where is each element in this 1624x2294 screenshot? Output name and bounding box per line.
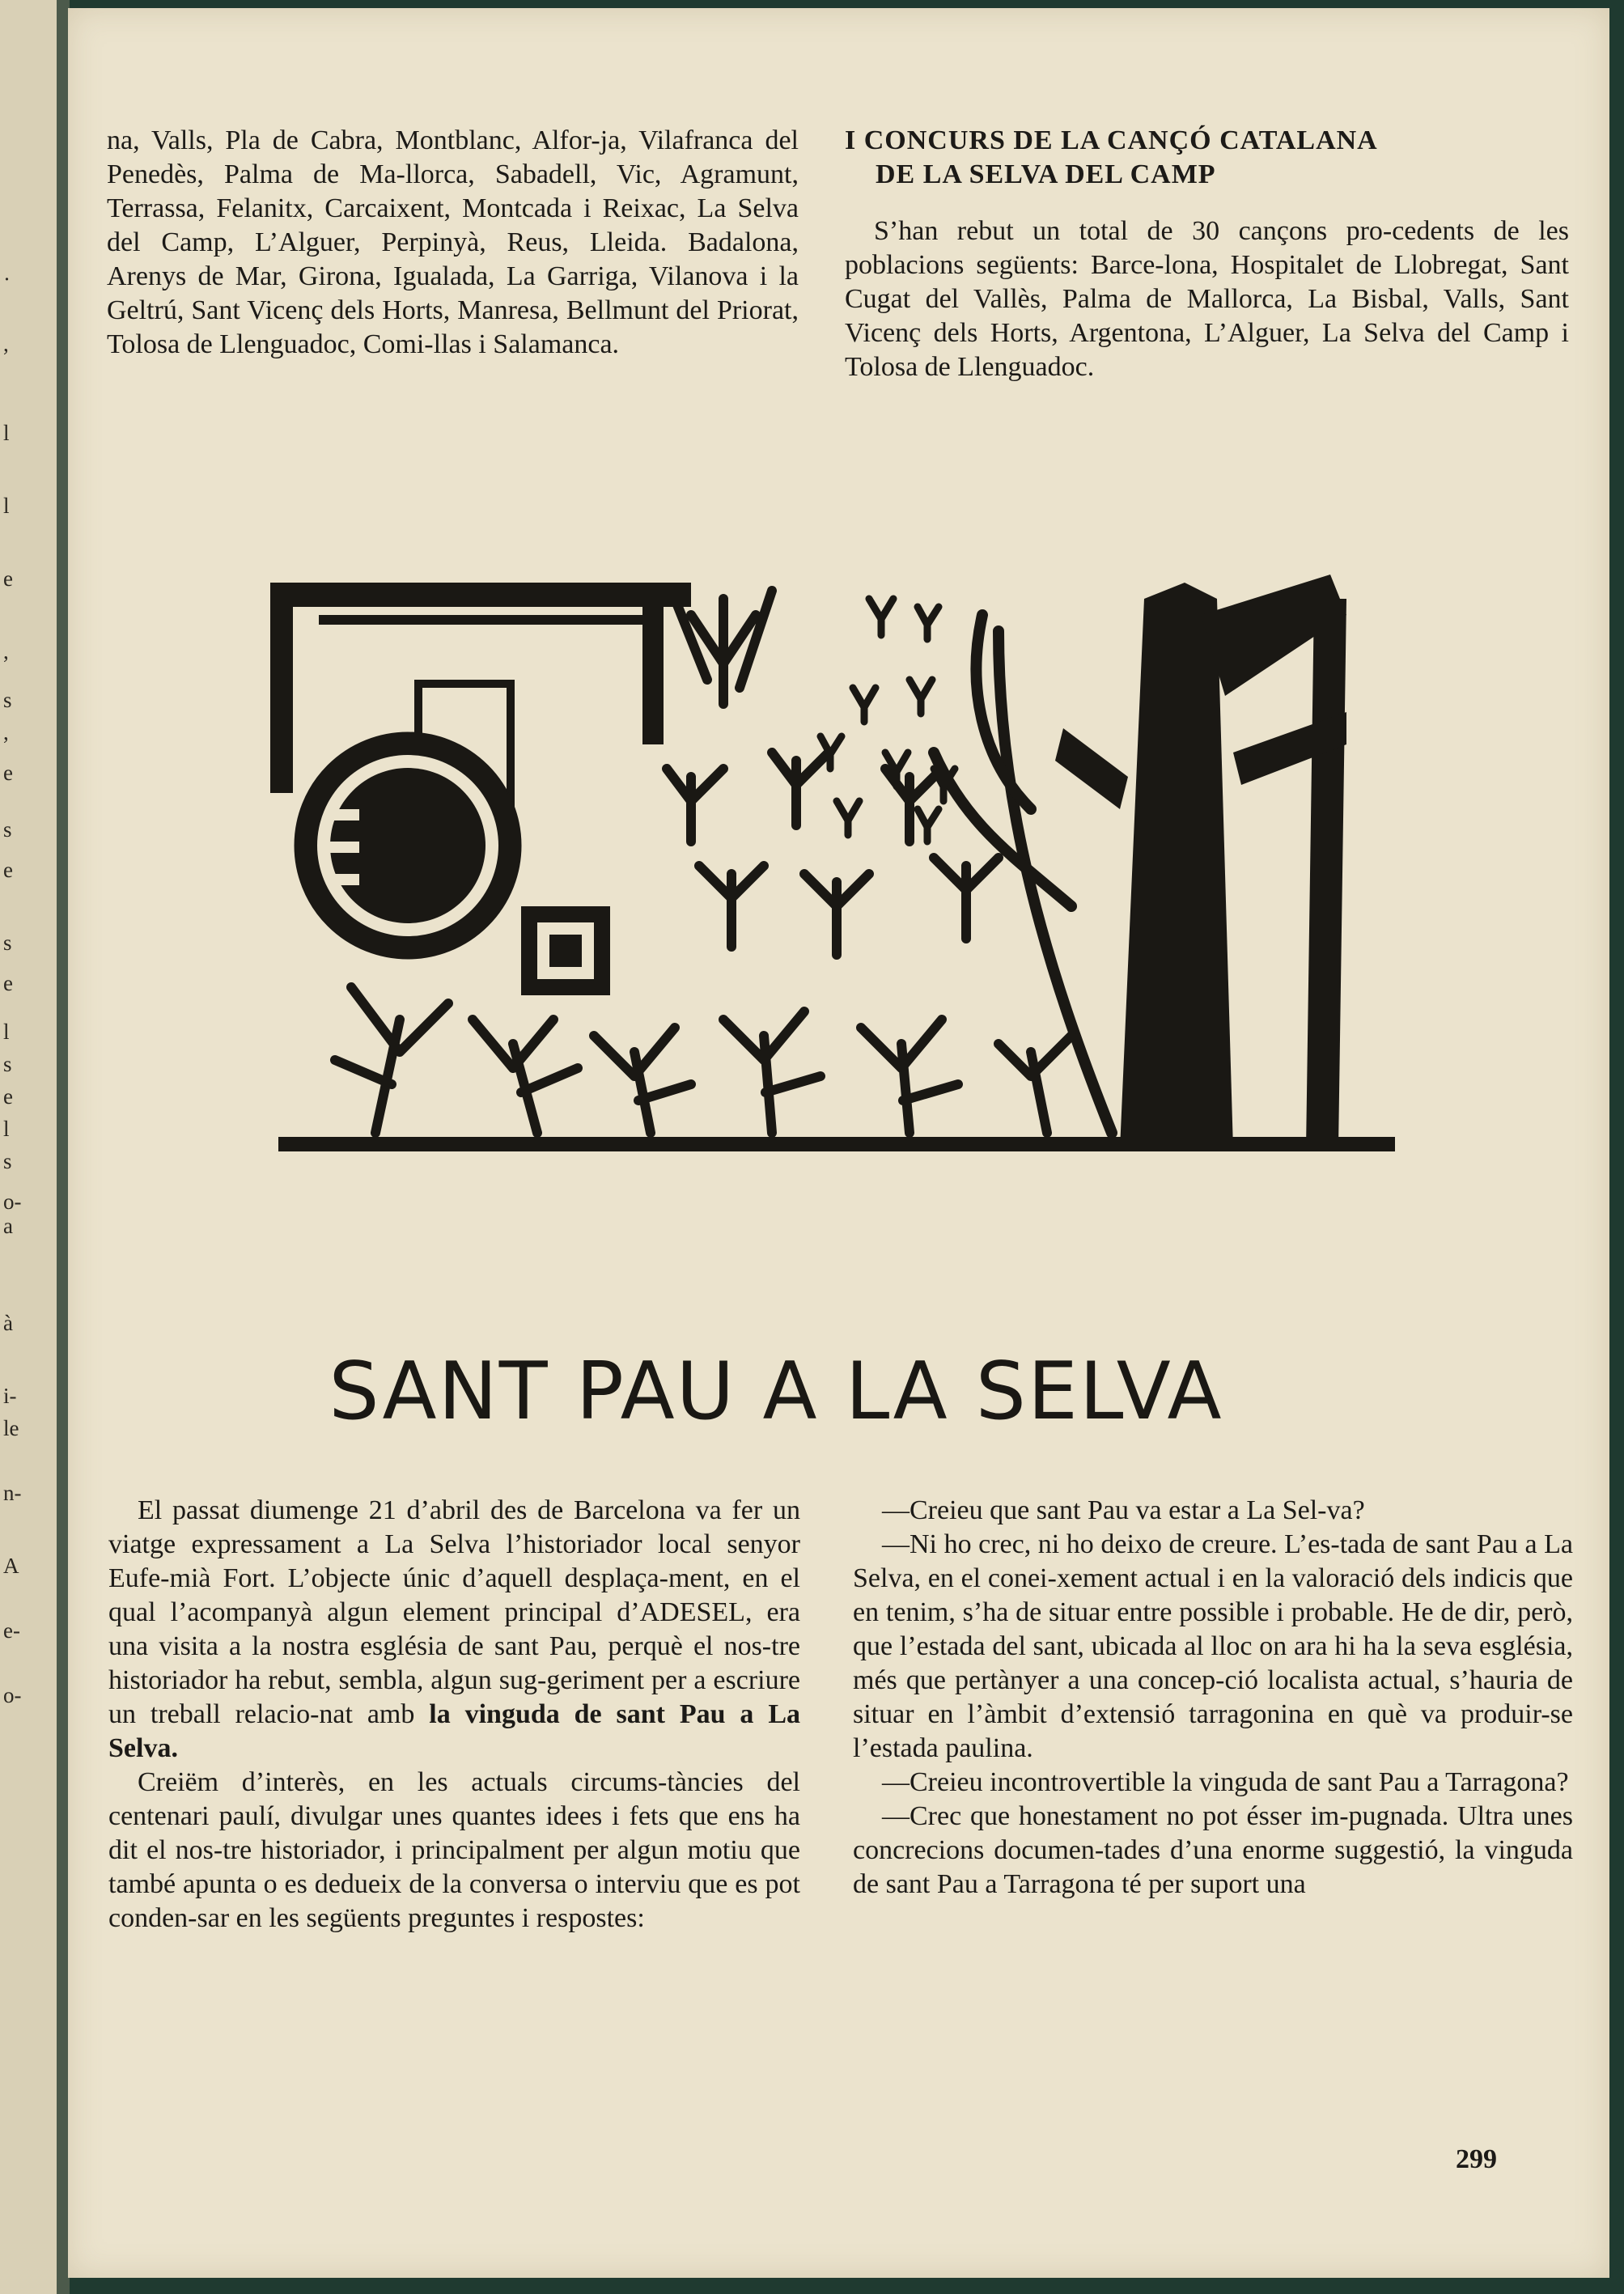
contest-body: S’han rebut un total de 30 cançons pro-cedents de les poblacions següents: Barce-lona, Hospitalet de Llobregat, Sant Cugat del Vallès, Palma de Mallorca, La Bisbal, Valls, Sant Vicenç dels Horts, Argentona, L’Alguer, La Selva del Camp i Tolosa de Llenguadoc. (845, 216, 1569, 382)
paragraph-1-bold: la vinguda de sant Pau a La Selva. (108, 1699, 800, 1763)
margin-fragment: , (3, 332, 9, 356)
margin-fragment: A (3, 1554, 19, 1578)
margin-fragment: s (3, 1052, 12, 1076)
margin-fragment: i- (3, 1384, 17, 1408)
margin-fragment: l (3, 1117, 10, 1141)
woodcut-illustration (270, 566, 1403, 1157)
interview-question-1: —Creieu que sant Pau va estar a La Sel-va? (882, 1495, 1365, 1525)
interview-answer-2: —Crec que honestament no pot ésser im-pugnada. Ultra unes concrecions documen-tades d’una enorme suggestió, la vinguda de sant Pau a Tarragona té per suport una (853, 1801, 1573, 1899)
page-number: 299 (1456, 2144, 1497, 2174)
article-left-column (108, 1494, 800, 1936)
margin-fragment: a (3, 1214, 13, 1238)
margin-fragment: à (3, 1311, 13, 1335)
margin-fragment: o- (3, 1683, 22, 1707)
top-left-column (107, 124, 799, 362)
margin-fragment: , (3, 639, 9, 664)
margin-fragment: s (3, 931, 12, 955)
town-list-text: na, Valls, Pla de Cabra, Montblanc, Alfor-ja, Vilafranca del Penedès, Palma de Ma-llorca, Sabadell, Vic, Agramunt, Terrassa, Felanitx, Carcaixent, Montcada i Reixac, La Selva del Camp, L’Alguer, Perpinyà, Reus, Lleida. Badalona, Arenys de Mar, Girona, Igualada, La Garriga, Vilanova i la Geltrú, Sant Vicenç dels Horts, Manresa, Bellmunt del Priorat, Tolosa de Llenguadoc, Comi-llas i Salamanca. (107, 125, 799, 359)
interview-answer-1: —Ni ho crec, ni ho deixo de creure. L’es-tada de sant Pau a La Selva, en el conei-xement actual i en la valoració dels indicis que en tenim, s’ha de situar entre possible i probable. He de dir, però, que l’estada del sant, ubicada al lloc on ara hi ha la seva església, més que pertànyer a una concep-ció localista actual, s’hauria de situar en l’àmbit d’extensió tarragonina en què va produir-se l’estada paulina. (853, 1529, 1573, 1763)
margin-fragment: e (3, 971, 13, 995)
margin-fragment: n- (3, 1481, 22, 1505)
contest-heading-line2: DE LA SELVA DEL CAMP (876, 159, 1216, 189)
contest-heading (845, 124, 1569, 192)
margin-fragment: l (3, 421, 10, 445)
margin-fragment: e- (3, 1618, 20, 1643)
margin-fragment: l (3, 494, 10, 518)
interview-question-2: —Creieu incontrovertible la vinguda de sant Pau a Tarragona? (882, 1767, 1569, 1797)
magazine-page (68, 8, 1609, 2278)
margin-fragment: s (3, 688, 12, 712)
margin-fragment: e (3, 566, 13, 591)
margin-fragment: e (3, 761, 13, 785)
margin-fragment: s (3, 817, 12, 842)
margin-fragment: e (3, 858, 13, 882)
margin-fragment: le (3, 1416, 19, 1440)
article-right-column (853, 1494, 1573, 1902)
margin-fragment: e (3, 1084, 13, 1109)
article-paragraph-2: Creiëm d’interès, en les actuals circums-tàncies del centenari paulí, divulgar unes quantes idees i fets que ens ha dit el nos-tre historiador, i principalment per algun motiu que també apunta o es dedueix de la conversa o interviu que es pot conden-sar en les següents preguntes i respostes: (108, 1767, 800, 1933)
margin-fragment: s (3, 1149, 12, 1173)
paragraph-1-text: El passat diumenge 21 d’abril des de Barcelona va fer un viatge expressament a La Selva l’historiador local senyor Eufe-mià Fort. L’objecte únic d’aquell desplaça-ment, en el qual l’acompanyà algun element principal d’ADESEL, era una visita a la nostra església de sant Pau, perquè el nos-tre historiador ha rebut, sembla, algun sug-geriment per a escriure un treball relacio-nat amb (108, 1495, 800, 1729)
margin-fragment: , (3, 720, 9, 744)
article-paragraph-1 (108, 1494, 800, 1766)
article-title: SANT PAU A LA SELVA (329, 1346, 1223, 1438)
contest-heading-line1: I CONCURS DE LA CANÇÓ CATALANA (845, 125, 1378, 155)
contest-notice (845, 124, 1569, 384)
margin-fragment: o- (3, 1189, 22, 1214)
margin-fragment: l (3, 1020, 10, 1044)
margin-fragment: · (3, 267, 11, 291)
